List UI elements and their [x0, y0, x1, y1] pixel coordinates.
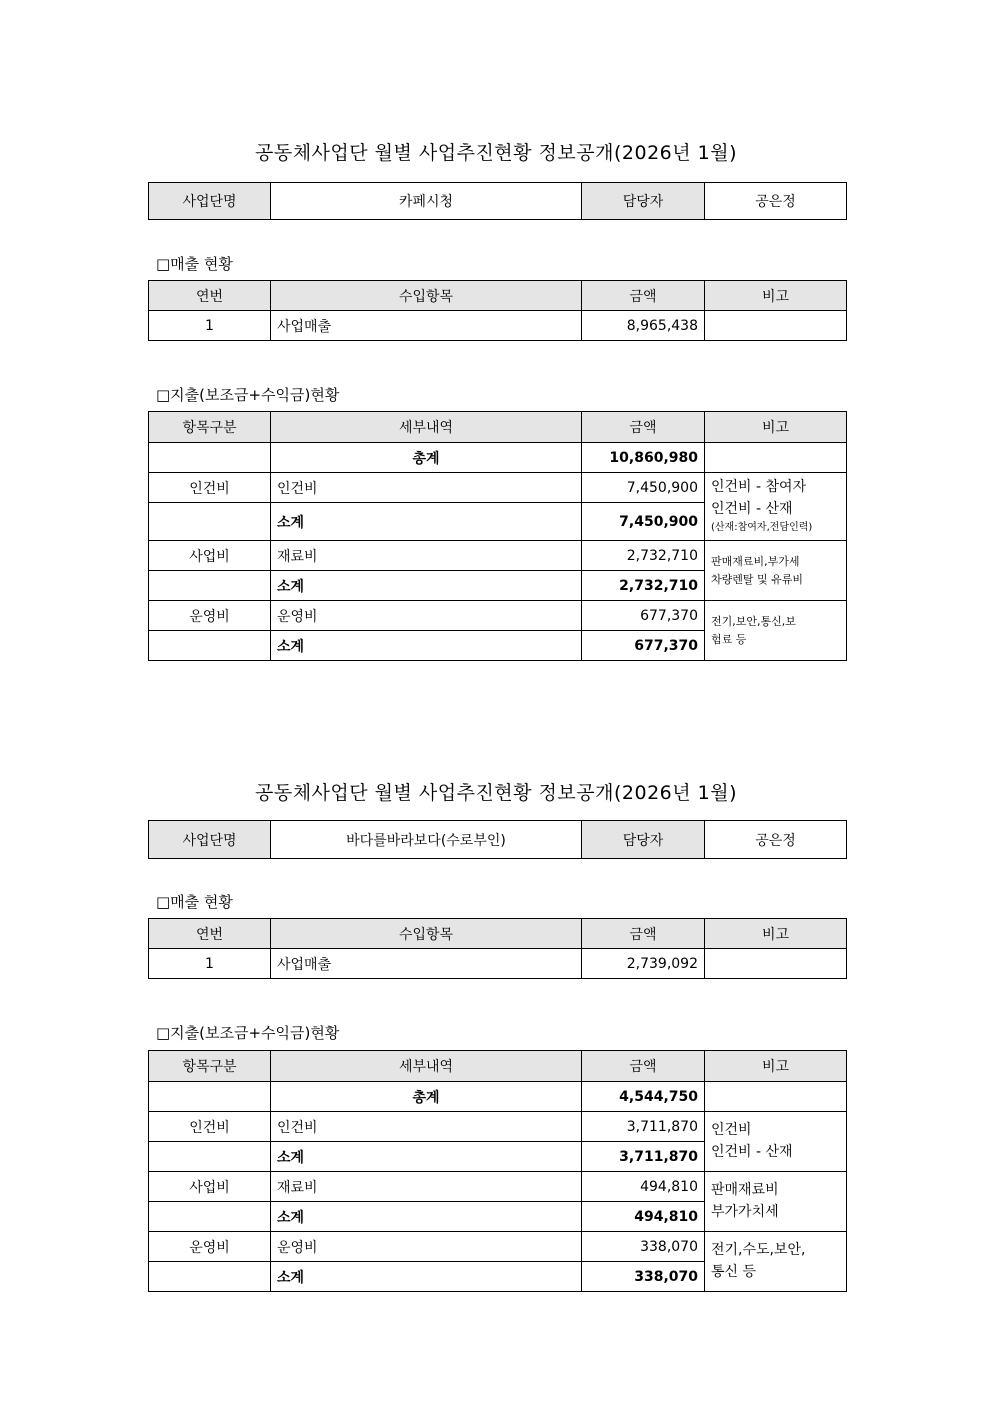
note-line: (산재:참여자,전담인력): [711, 522, 813, 534]
table-row: [149, 1172, 847, 1202]
detail: 재료비: [271, 1172, 582, 1202]
detail: 인건비: [271, 473, 582, 503]
header-category: 항목구분: [149, 412, 271, 443]
header-amount: 금액: [582, 412, 705, 443]
section-2-expense-table: [148, 1050, 846, 1292]
header-note: 비고: [705, 281, 847, 311]
note-cell: [705, 473, 847, 541]
note-line: 판매재료비,부가세: [711, 555, 800, 569]
note-line: 판매재료비: [711, 1181, 779, 1198]
section-2-sales-heading: □매출 현황: [156, 893, 233, 911]
amount: 7,450,900: [582, 473, 705, 503]
note-line: 부가가치세: [711, 1203, 779, 1220]
category: 사업비: [149, 541, 271, 571]
category: 사업비: [149, 1172, 271, 1202]
note-cell: [705, 601, 847, 661]
section-2-info-table: [148, 820, 846, 859]
subtotal-label: 소계: [271, 503, 582, 541]
sales-note: [705, 949, 847, 979]
manager-name: 공은정: [705, 183, 847, 220]
label-business-name: 사업단명: [149, 821, 271, 859]
table-row: [149, 949, 847, 979]
note-cell: [705, 1232, 847, 1292]
header-note: 비고: [705, 919, 847, 949]
note-cell: [705, 1172, 847, 1232]
header-category: 항목구분: [149, 1051, 271, 1082]
amount: 2,732,710: [582, 541, 705, 571]
subtotal-amount: 2,732,710: [582, 571, 705, 601]
section-1-info-table: [148, 182, 846, 220]
note-line: 전기,보안,통신,보: [711, 615, 796, 629]
detail: 인건비: [271, 1112, 582, 1142]
table-row: [149, 1112, 847, 1142]
subtotal-label: 소계: [271, 1262, 582, 1292]
header-detail: 세부내역: [271, 1051, 582, 1082]
table-row: [149, 1232, 847, 1262]
total-row: [149, 1082, 847, 1112]
label-manager: 담당자: [582, 821, 705, 859]
category: 운영비: [149, 1232, 271, 1262]
note-cell: [705, 541, 847, 601]
subtotal-label: 소계: [271, 631, 582, 661]
business-name: 카페시청: [271, 183, 582, 220]
table-row: [149, 541, 847, 571]
subtotal-amount: 677,370: [582, 631, 705, 661]
total-amount: 10,860,980: [582, 443, 705, 473]
sales-no: 1: [149, 311, 271, 341]
amount: 677,370: [582, 601, 705, 631]
sales-note: [705, 311, 847, 341]
section-1-expense-heading: □지출(보조금+수익금)현황: [156, 386, 340, 404]
note-line: 인건비 - 참여자: [711, 479, 807, 496]
section-1-title: 공동체사업단 월별 사업추진현황 정보공개(2026년 1월): [254, 142, 737, 164]
total-label: 총계: [271, 1082, 582, 1112]
subtotal-label: 소계: [271, 1142, 582, 1172]
section-2-sales-table: [148, 918, 846, 979]
note-line: 험료 등: [711, 632, 747, 646]
manager-name: 공은정: [705, 821, 847, 859]
total-label: 총계: [271, 443, 582, 473]
note-line: 통신 등: [711, 1263, 757, 1280]
note-line: 전기,수도,보안,: [711, 1241, 806, 1258]
note-cell: [705, 1112, 847, 1172]
section-1-sales-heading: □매출 현황: [156, 255, 233, 273]
subtotal-label: 소계: [271, 1202, 582, 1232]
label-business-name: 사업단명: [149, 183, 271, 220]
subtotal-amount: 338,070: [582, 1262, 705, 1292]
sales-item: 사업매출: [271, 949, 582, 979]
category: 인건비: [149, 1112, 271, 1142]
header-note: 비고: [705, 1051, 847, 1082]
subtotal-amount: 7,450,900: [582, 503, 705, 541]
header-amount: 금액: [582, 1051, 705, 1082]
total-row: [149, 443, 847, 473]
header-no: 연번: [149, 919, 271, 949]
amount: 494,810: [582, 1172, 705, 1202]
table-row: [149, 473, 847, 503]
note-line: 차량렌탈 및 유류비: [711, 572, 804, 586]
amount: 338,070: [582, 1232, 705, 1262]
header-note: 비고: [705, 412, 847, 443]
header-no: 연번: [149, 281, 271, 311]
business-name: 바다를바라보다(수로부인): [271, 821, 582, 859]
note-line: 인건비 - 산재: [711, 500, 793, 517]
detail: 재료비: [271, 541, 582, 571]
label-manager: 담당자: [582, 183, 705, 220]
category: 운영비: [149, 601, 271, 631]
section-1-expense-table: [148, 411, 846, 661]
detail: 운영비: [271, 1232, 582, 1262]
subtotal-amount: 494,810: [582, 1202, 705, 1232]
amount: 3,711,870: [582, 1112, 705, 1142]
sales-item: 사업매출: [271, 311, 582, 341]
note-line: 인건비 - 산재: [711, 1143, 793, 1160]
header-amount: 금액: [582, 281, 705, 311]
table-row: [149, 601, 847, 631]
category: 인건비: [149, 473, 271, 503]
sales-amount: 2,739,092: [582, 949, 705, 979]
header-income-item: 수입항목: [271, 281, 582, 311]
table-row: [149, 311, 847, 341]
subtotal-label: 소계: [271, 571, 582, 601]
subtotal-amount: 3,711,870: [582, 1142, 705, 1172]
detail: 운영비: [271, 601, 582, 631]
header-detail: 세부내역: [271, 412, 582, 443]
section-2-title: 공동체사업단 월별 사업추진현황 정보공개(2026년 1월): [254, 782, 737, 804]
total-amount: 4,544,750: [582, 1082, 705, 1112]
sales-no: 1: [149, 949, 271, 979]
header-income-item: 수입항목: [271, 919, 582, 949]
sales-amount: 8,965,438: [582, 311, 705, 341]
note-line: 인건비: [711, 1121, 752, 1138]
header-amount: 금액: [582, 919, 705, 949]
section-1-sales-table: [148, 280, 846, 341]
section-2-expense-heading: □지출(보조금+수익금)현황: [156, 1024, 340, 1042]
